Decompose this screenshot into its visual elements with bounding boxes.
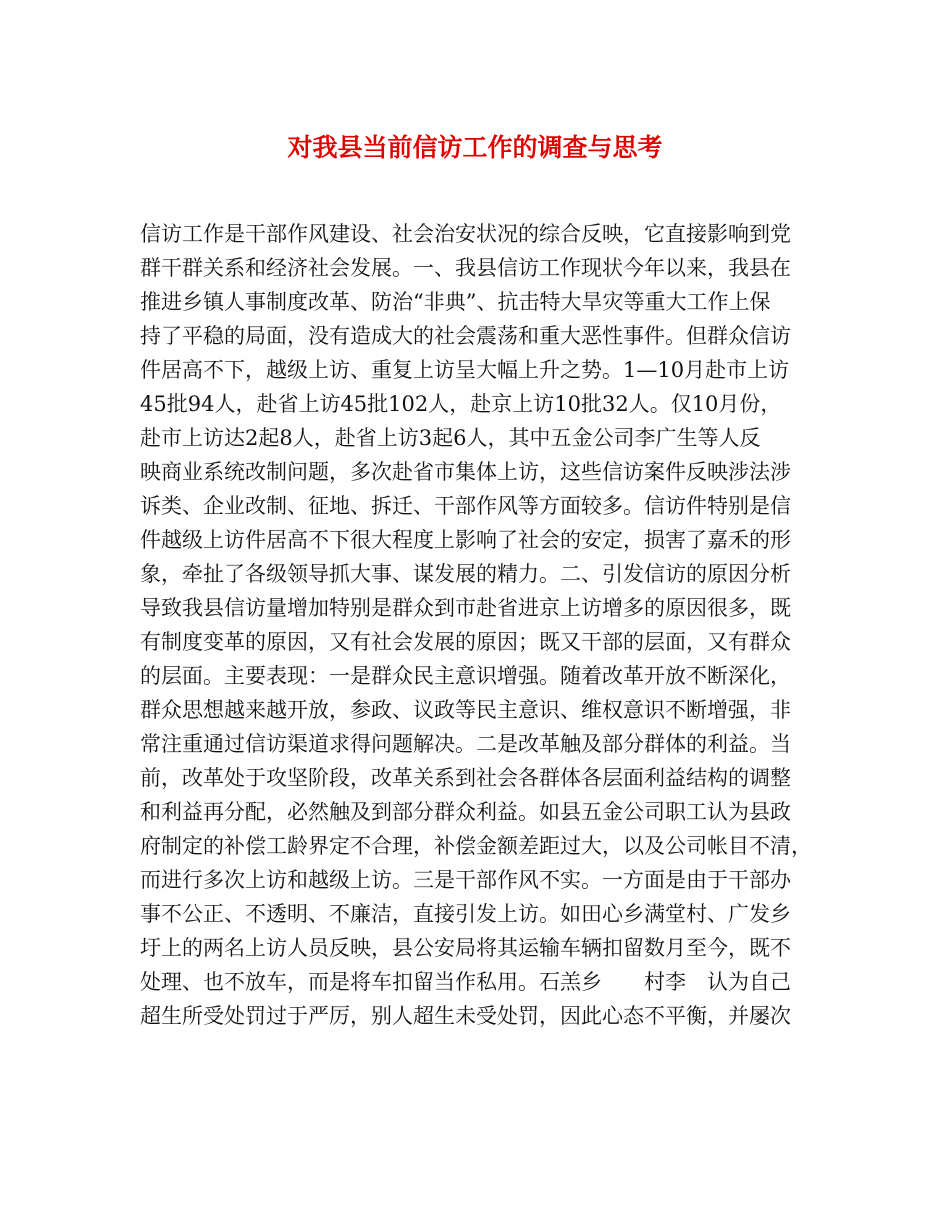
document-body <box>140 217 830 1033</box>
body-line: 赴市上访达2起8人，赴省上访3起6人，其中五金公司李广生等人反 <box>140 426 761 450</box>
body-line: 圩上的两名上访人员反映，县公安局将其运输车辆扣留数月至今，既不 <box>140 936 791 960</box>
body-line: 导致我县信访量增加特别是群众到市赴省进京上访增多的原因很多，既 <box>140 596 791 620</box>
body-line: 前，改革处于攻坚阶段，改革关系到社会各群体各层面利益结构的调整 <box>140 766 791 790</box>
body-line: 群众思想越来越开放，参政、议政等民主意识、维权意识不断增强，非 <box>140 698 791 722</box>
body-line: 映商业系统改制问题，多次赴省市集体上访，这些信访案件反映涉法涉 <box>140 460 791 484</box>
body-line: 超生所受处罚过于严厉，别人超生未受处罚，因此心态不平衡，并屡次 <box>140 1004 791 1028</box>
body-line: 和利益再分配，必然触及到部分群众利益。如县五金公司职工认为县政 <box>140 800 791 824</box>
body-line: 而进行多次上访和越级上访。三是干部作风不实。一方面是由于干部办 <box>140 868 791 892</box>
body-line: 件越级上访件居高不下很大程度上影响了社会的安定，损害了嘉禾的形 <box>140 528 791 552</box>
body-line: 持了平稳的局面，没有造成大的社会震荡和重大恶性事件。但群众信访 <box>140 324 791 348</box>
body-line: 诉类、企业改制、征地、拆迁、干部作风等方面较多。信访件特别是信 <box>140 494 791 518</box>
body-line: 常注重通过信访渠道求得问题解决。二是改革触及部分群体的利益。当 <box>140 732 791 756</box>
body-line: 象，牵扯了各级领导抓大事、谋发展的精力。二、引发信访的原因分析 <box>140 562 791 586</box>
body-line: 府制定的补偿工龄界定不合理，补偿金额差距过大，以及公司帐目不清， <box>140 834 812 858</box>
body-line: 件居高不下，越级上访、重复上访呈大幅上升之势。1—10月赴市上访 <box>140 358 790 382</box>
body-line: 群干群关系和经济社会发展。一、我县信访工作现状今年以来，我县在 <box>140 256 791 280</box>
body-line: 有制度变革的原因，又有社会发展的原因；既又干部的层面，又有群众 <box>140 630 791 654</box>
body-line: 45批94人，赴省上访45批102人，赴京上访10批32人。仅10月份， <box>140 392 782 416</box>
body-line: 的层面。主要表现：一是群众民主意识增强。随着改革开放不断深化， <box>140 664 791 688</box>
body-line: 推进乡镇人事制度改革、防治“非典”、抗击特大旱灾等重大工作上保 <box>140 290 771 314</box>
body-line: 处理、也不放车，而是将车扣留当作私用。石羔乡 村李 认为自己 <box>140 970 791 994</box>
body-line: 事不公正、不透明、不廉洁，直接引发上访。如田心乡满堂村、广发乡 <box>140 902 791 926</box>
body-line: 信访工作是干部作风建设、社会治安状况的综合反映，它直接影响到党 <box>140 222 791 246</box>
document-title: 对我县当前信访工作的调查与思考 <box>287 133 663 162</box>
